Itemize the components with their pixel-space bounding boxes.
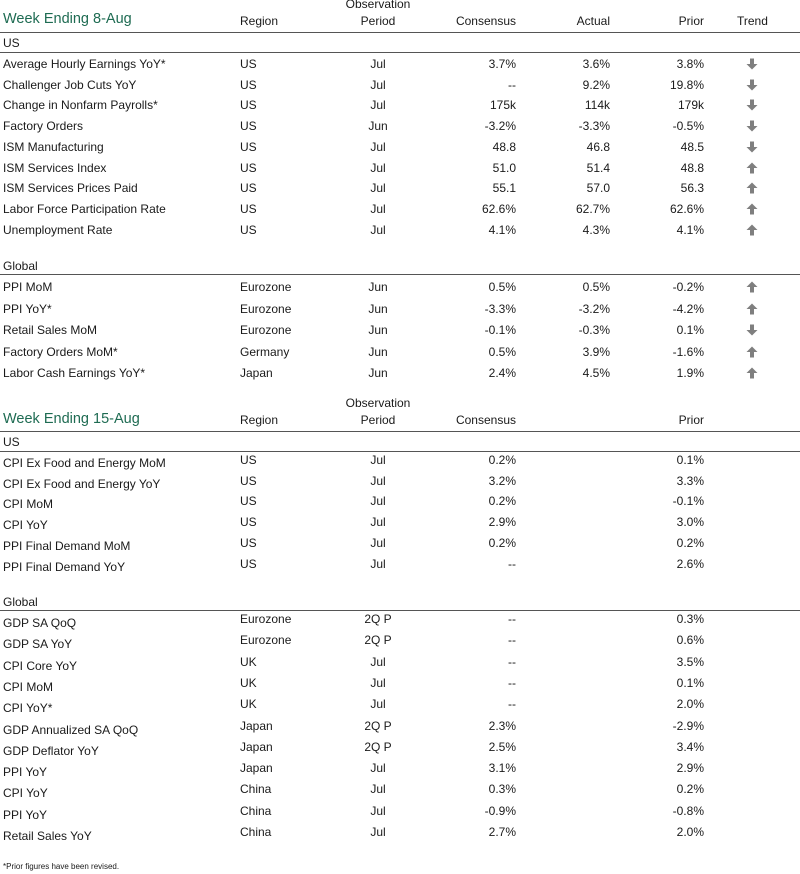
row-actual: -3.2% [578,302,610,316]
week2-global-rule [0,610,800,611]
row-region: US [240,494,257,508]
week2-global-label: Global [3,595,38,609]
row-prior: 0.6% [676,633,704,647]
row-consensus: 48.8 [492,140,516,154]
row-actual: -0.3% [578,323,610,337]
row-region: Japan [240,366,273,380]
row-name: CPI MoM [3,497,54,511]
row-name: Retail Sales YoY [3,829,92,843]
row-consensus: -0.1% [484,323,516,337]
row-region: Eurozone [240,612,292,626]
week2-prior-header: Prior [678,413,704,427]
row-region: US [240,140,257,154]
row-region: US [240,119,257,133]
row-region: US [240,78,257,92]
row-region: US [240,515,257,529]
row-consensus: 0.5% [488,280,516,294]
down-arrow-icon [745,79,759,91]
row-consensus: 4.1% [488,223,516,237]
row-consensus: 2.3% [488,719,516,733]
week2-us-rule [0,451,800,452]
row-consensus: 0.2% [488,453,516,467]
row-prior: 48.8 [680,161,704,175]
row-consensus: -- [508,633,516,647]
week1-trend-header: Trend [737,14,768,28]
week2-title: Week Ending 15-Aug [3,411,140,427]
row-region: US [240,181,257,195]
week1-title: Week Ending 8-Aug [3,11,132,27]
row-name: Change in Nonfarm Payrolls* [3,98,158,112]
row-consensus: 0.3% [488,782,516,796]
row-prior: 2.9% [676,761,704,775]
row-name: CPI YoY [3,786,48,800]
row-name: CPI Core YoY [3,659,78,673]
row-region: China [240,825,272,839]
row-name: CPI YoY [3,518,48,532]
row-consensus: -3.3% [484,302,516,316]
row-region: UK [240,676,257,690]
up-arrow-icon [745,203,759,215]
up-arrow-icon [745,346,759,358]
up-arrow-icon [745,224,759,236]
week1-consensus-header: Consensus [455,14,516,28]
row-prior: 0.3% [676,612,704,626]
row-name: GDP Deflator YoY [3,744,99,758]
row-prior: 4.1% [676,223,704,237]
down-arrow-icon [745,324,759,336]
row-region: Eurozone [240,323,292,337]
week1-actual-header: Actual [576,14,610,28]
week1-global-label: Global [3,259,38,273]
row-consensus: 3.2% [488,474,516,488]
row-prior: 2.0% [676,825,704,839]
row-prior: -1.6% [672,345,704,359]
row-region: Eurozone [240,302,292,316]
down-arrow-icon [745,141,759,153]
row-name: CPI Ex Food and Energy YoY [3,477,161,491]
week1-us-rule [0,52,800,53]
row-consensus: -- [508,697,516,711]
row-region: US [240,98,257,112]
row-region: UK [240,655,257,669]
row-region: US [240,557,257,571]
row-prior: -0.8% [672,804,704,818]
row-consensus: 3.1% [488,761,516,775]
row-name: ISM Manufacturing [3,140,104,154]
row-consensus: 55.1 [492,181,516,195]
row-prior: 2.0% [676,697,704,711]
row-prior: 0.2% [676,536,704,550]
row-region: US [240,453,257,467]
row-region: US [240,57,257,71]
row-name: Retail Sales MoM [3,323,98,337]
week2-us-label: US [3,435,20,449]
week1-us-label: US [3,36,20,50]
row-actual: 0.5% [582,280,610,294]
up-arrow-icon [745,303,759,315]
row-region: Japan [240,761,273,775]
row-prior: 3.5% [676,655,704,669]
row-region: US [240,536,257,550]
row-region: Japan [240,719,273,733]
week1-prior-header: Prior [678,14,704,28]
row-consensus: 62.6% [481,202,516,216]
row-name: PPI Final Demand MoM [3,539,131,553]
row-region: Eurozone [240,633,292,647]
week2-region-header: Region [240,413,279,427]
row-consensus: -- [508,655,516,669]
row-consensus: -- [508,557,516,571]
row-actual: 46.8 [586,140,610,154]
row-consensus: 2.4% [488,366,516,380]
row-prior: 2.6% [676,557,704,571]
row-prior: -4.2% [672,302,704,316]
row-prior: 0.1% [676,453,704,467]
row-actual: 4.3% [582,223,610,237]
row-prior: 62.6% [669,202,704,216]
row-actual: 114k [584,98,610,112]
row-prior: 56.3 [680,181,704,195]
week1-global-rule [0,274,800,275]
row-name: Factory Orders MoM* [3,345,118,359]
row-name: GDP SA QoQ [3,616,77,630]
down-arrow-icon [745,99,759,111]
row-name: PPI YoY* [3,302,52,316]
row-region: US [240,202,257,216]
row-prior: 3.8% [676,57,704,71]
row-actual: 9.2% [582,78,610,92]
week1-header-rule [0,32,800,33]
row-prior: -2.9% [672,719,704,733]
row-consensus: 0.2% [488,536,516,550]
row-name: PPI MoM [3,280,53,294]
row-region: Japan [240,740,273,754]
row-actual: 57.0 [586,181,610,195]
down-arrow-icon [745,120,759,132]
down-arrow-icon [745,58,759,70]
up-arrow-icon [745,281,759,293]
row-prior: 179k [677,98,704,112]
row-actual: 51.4 [586,161,610,175]
row-prior: 1.9% [676,366,704,380]
row-region: China [240,782,272,796]
row-consensus: 0.2% [488,494,516,508]
row-region: Germany [240,345,290,359]
row-name: Unemployment Rate [3,223,113,237]
row-prior: 0.2% [676,782,704,796]
up-arrow-icon [745,162,759,174]
row-prior: 19.8% [669,78,704,92]
row-prior: 48.5 [680,140,704,154]
row-prior: 3.4% [676,740,704,754]
row-consensus: 51.0 [492,161,516,175]
row-consensus: 2.7% [488,825,516,839]
row-consensus: 3.7% [488,57,516,71]
up-arrow-icon [745,182,759,194]
row-region: UK [240,697,257,711]
row-region: US [240,223,257,237]
row-consensus: -0.9% [484,804,516,818]
row-prior: -0.1% [672,494,704,508]
row-region: US [240,474,257,488]
row-name: PPI YoY [3,765,48,779]
row-consensus: 2.5% [488,740,516,754]
row-name: Labor Cash Earnings YoY* [3,366,146,380]
row-prior: 0.1% [676,676,704,690]
row-consensus: -- [508,78,516,92]
row-name: Labor Force Participation Rate [3,202,166,216]
row-prior: -0.5% [672,119,704,133]
row-name: GDP SA YoY [3,637,73,651]
row-consensus: 2.9% [488,515,516,529]
row-consensus: -- [508,612,516,626]
row-consensus: 0.5% [488,345,516,359]
row-actual: 3.9% [582,345,610,359]
row-actual: 62.7% [575,202,610,216]
row-name: PPI YoY [3,808,48,822]
row-name: GDP Annualized SA QoQ [3,723,139,737]
row-prior: 3.0% [676,515,704,529]
row-prior: -0.2% [672,280,704,294]
row-consensus: 175k [489,98,516,112]
row-name: CPI YoY* [3,701,53,715]
row-consensus: -- [508,676,516,690]
row-actual: -3.3% [578,119,610,133]
row-name: Factory Orders [3,119,84,133]
row-actual: 4.5% [582,366,610,380]
row-name: Challenger Job Cuts YoY [3,78,137,92]
row-prior: 0.1% [676,323,704,337]
row-name: PPI Final Demand YoY [3,560,126,574]
row-name: ISM Services Prices Paid [3,181,138,195]
row-name: CPI Ex Food and Energy MoM [3,456,166,470]
week2-consensus-header: Consensus [455,413,516,427]
row-name: CPI MoM [3,680,54,694]
week2-header-rule [0,431,800,432]
row-region: US [240,161,257,175]
row-consensus: -3.2% [484,119,516,133]
footnote: *Prior figures have been revised. [3,862,120,871]
row-name: ISM Services Index [3,161,107,175]
up-arrow-icon [745,367,759,379]
week1-region-header: Region [240,14,279,28]
row-name: Average Hourly Earnings YoY* [3,57,166,71]
row-region: Eurozone [240,280,292,294]
row-region: China [240,804,272,818]
row-actual: 3.6% [582,57,610,71]
row-prior: 3.3% [676,474,704,488]
